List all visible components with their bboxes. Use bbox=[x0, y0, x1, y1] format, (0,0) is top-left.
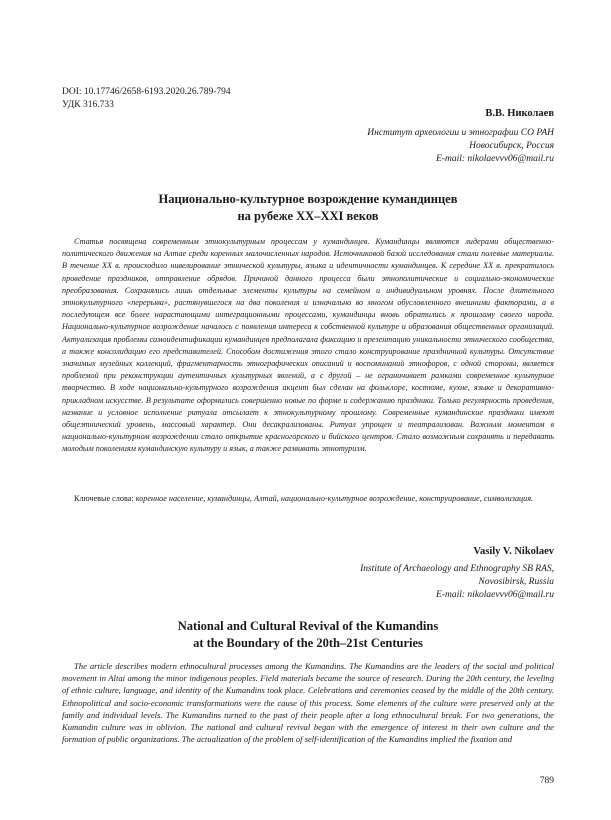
affiliation-institute-ru: Институт археологии и этнографии СО РАН bbox=[367, 128, 554, 138]
article-title-ru bbox=[62, 191, 554, 225]
title-en-line-1: National and Cultural Revival of the Kumandins bbox=[177, 619, 439, 633]
abstract-en: The article describes modern ethnocultural processes among the Kumandins. The Kumandins are the leaders of the social and political movement in Altai among the minor indigenous peoples. Field materials became the source of research. During the 20th century, the leveling of ethnic culture, language, and identity of the Kumandins took place. Celebrations and ceremonies ceased by the middle of the 20th century. Ethnopolitical and socio-economic transformations were the cause of this process. Some elements of the culture were preserved only at the family and individual levels. The Kumandins turned to the past of their people after a long ethnocultural break. For two generations, the Kumandin culture was in oblivion. The national and cultural revival began with the emergence of interest in their own culture and the formation of public organizations. The actualization of the problem of self-identification of the Kumandins implied the fixation and bbox=[62, 661, 554, 745]
author-name-en: Vasily V. Nikolaev bbox=[473, 546, 554, 557]
affiliation-city-en: Novosibirsk, Russia bbox=[478, 577, 554, 587]
title-ru-line-1: Национально-культурное возрождение кумандинцев bbox=[158, 192, 458, 206]
affiliation-ru bbox=[367, 127, 554, 166]
author-name-ru: В.В. Николаев bbox=[485, 108, 554, 119]
keywords-label: Ключевые слова: bbox=[74, 494, 134, 503]
title-en-line-2: at the Boundary of the 20th–21st Centuries bbox=[193, 636, 423, 650]
affiliation-email-en: E-mail: nikolaevvv06@mail.ru bbox=[436, 590, 554, 600]
doi-block bbox=[62, 86, 231, 111]
affiliation-email-ru: E-mail: nikolaevvv06@mail.ru bbox=[436, 154, 554, 164]
abstract-ru: Статья посвящена современным этнокультурным процессам у кумандинцев. Кумандинцы являются лидерами общественно-политического движения на Алтае среди коренных малочисленных народов. Источниковой базой исследования стали полевые материалы. В течение XX в. происходило нивелирование этнической культуры, языка и идентичности кумандинцев. К середине XX в. прекратилось проведение праздников, отправление обрядов. Причиной данного процесса были этнополитические и социально-экономические преобразования. Сохранялись лишь отдельные элементы культуры на семейном и индивидуальном уровнях. После длительного этнокультурного «перерыва», растянувшегося на два поколения и изначально во многом обусловленного внешними факторами, а в последующем все более нарастающими интеграционными процессами, кумандинцы вновь обратились к прошлому своего народа. Национально-культурное возрождение началось с появления интереса к собственной культуре и образования общественных организаций. Актуализация проблемы самоидентификации кумандинцев предполагала фиксацию и презентацию уникальности этнического сообщества, а также консолидацию его представителей. Способом достижения этого стало конструирование праздничной культуры. Отсутствие значимых музейных коллекций, фрагментарность этнографических описаний и воспоминаний этнофоров, с одной стороны, является проблемой при реконструкции аутентичных культурных явлений, а с другой – не ограничивает рамками современное культурное творчество. В ходе национально-культурного возрождения акцент был сделан на фольклоре, костюме, кухне, языке и декоративно-прикладном искусстве. В результате оформились совершенно новые по форме и содержанию праздники. Только регулярность проведения, название и условное исполнение ритуала отсылает к этнокультурному прошлому. Современные кумандинские праздники имеют общеэтнический уровень, массовый характер. Они десакрализованы. Ритуал упрощен и театрализован. Важным моментом в национально-культурном возрождении стало открытие красногорского и бийского центров. Стало возможным сохранять и передавать молодым поколениям кумандинскую культуру и язык, а также развивать этнотуризм. bbox=[62, 237, 554, 454]
title-ru-line-2: на рубеже XX–XXI веков bbox=[237, 209, 379, 223]
keywords-ru bbox=[62, 493, 554, 505]
udc: УДК 316.733 bbox=[62, 99, 114, 110]
article-title-en bbox=[62, 618, 554, 652]
affiliation-city-ru: Новосибирск, Россия bbox=[469, 141, 554, 151]
doi: DOI: 10.17746/2658-6193.2020.26.789-794 bbox=[62, 87, 231, 97]
keywords-list: коренное население, кумандинцы, Алтай, национально-культурное возрождение, конструирование, символизация. bbox=[135, 494, 534, 503]
affiliation-institute-en: Institute of Archaeology and Ethnography SB RAS, bbox=[360, 564, 554, 574]
affiliation-en bbox=[360, 563, 554, 602]
page-number: 789 bbox=[539, 776, 554, 786]
